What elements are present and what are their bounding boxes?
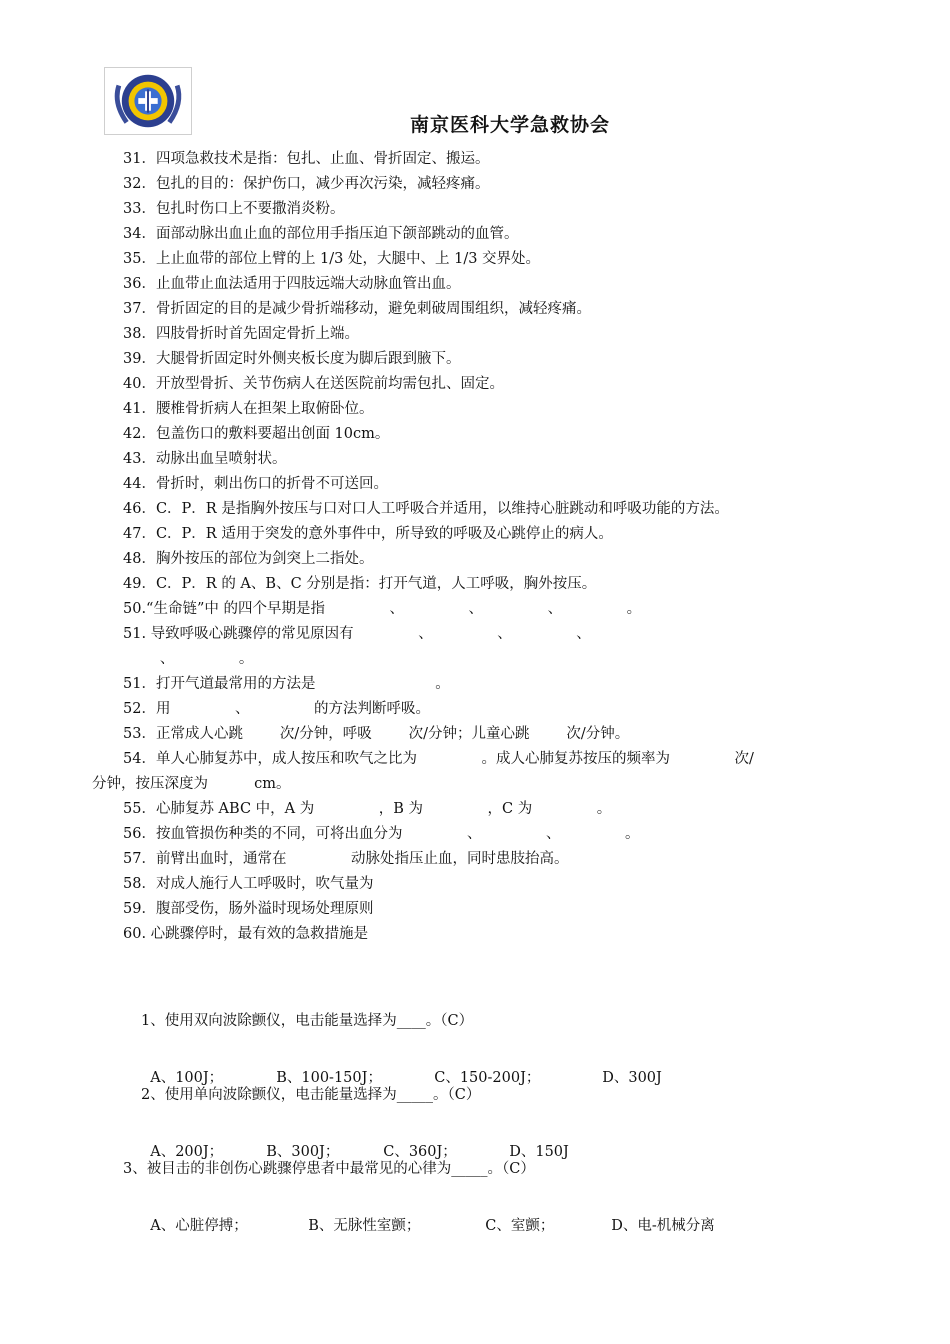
- item-50: 50.“生命链”中 的四个早期是指 、 、 、 。: [123, 601, 642, 617]
- item-32: 32．包扎的目的：保护伤口，减少再次污染，减轻疼痛。: [123, 176, 490, 192]
- item-57: 57．前臂出血时，通常在 动脉处指压止血，同时患肢抬高。: [123, 851, 569, 867]
- item-47: 47．C．P．R 适用于突发的意外事件中，所导致的呼吸及心跳停止的病人。: [123, 526, 613, 542]
- mcq-1-option-d: D、300J: [602, 1070, 662, 1086]
- item-34: 34．面部动脉出血止血的部位用手指压迫下颌部跳动的血管。: [123, 226, 519, 242]
- item-52: 52．用 、 的方法判断呼吸。: [123, 701, 431, 717]
- item-58: 58．对成人施行人工呼吸时，吹气量为: [123, 876, 374, 892]
- mcq-1-option-b: B、100-150J；: [276, 1070, 382, 1086]
- item-39: 39．大腿骨折固定时外侧夹板长度为脚后跟到腋下。: [123, 351, 461, 367]
- mcq-2-options: [141, 1122, 569, 1162]
- item-31: 31．四项急救技术是指：包扎、止血、骨折固定、搬运。: [123, 151, 490, 167]
- item-36: 36．止血带止血法适用于四肢远端大动脉血管出血。: [123, 276, 461, 292]
- mcq-3-option-d: D、电-机械分离: [611, 1218, 715, 1234]
- item-51a: 51. 导致呼吸心跳骤停的常见原因有 、 、 、: [123, 626, 591, 642]
- item-48: 48．胸外按压的部位为剑突上二指处。: [123, 551, 374, 567]
- mcq-3-option-c: C、室颤；: [485, 1218, 555, 1234]
- item-59: 59．腹部受伤，肠外溢时现场处理原则: [123, 901, 374, 917]
- mcq-3-option-b: B、无脉性室颤；: [308, 1218, 421, 1234]
- mcq-1-options: [141, 1048, 662, 1088]
- item-46: 46．C．P．R 是指胸外按压与口对口人工呼吸合并适用，以维持心脏跳动和呼吸功能的方法。: [123, 501, 729, 517]
- mcq-2-option-d: D、150J: [509, 1144, 569, 1160]
- mcq-1-option-a: A、100J；: [150, 1070, 224, 1086]
- item-35: 35．上止血带的部位上臂的上 1/3 处，大腿中、上 1/3 交界处。: [123, 251, 541, 267]
- item-54-cont: 分钟，按压深度为 cm。: [92, 776, 291, 792]
- item-43: 43．动脉出血呈喷射状。: [123, 451, 287, 467]
- mcq-2-question: 2、使用单向波除颤仪，电击能量选择为_____。（C）: [141, 1087, 481, 1103]
- item-51a-cont: 、 。: [123, 651, 254, 667]
- mcq-3-question: 3、被目击的非创伤心跳骤停患者中最常见的心律为_____。（C）: [123, 1161, 535, 1177]
- item-38: 38．四肢骨折时首先固定骨折上端。: [123, 326, 359, 342]
- item-56: 56．按血管损伤种类的不同，可将出血分为 、 、 。: [123, 826, 640, 842]
- item-40: 40．开放型骨折、关节伤病人在送医院前均需包扎、固定。: [123, 376, 504, 392]
- mcq-3-options: [141, 1196, 715, 1236]
- mcq-3-option-a: A、心脏停搏；: [150, 1218, 248, 1234]
- mcq-2-option-c: C、360J；: [383, 1144, 457, 1160]
- item-42: 42．包盖伤口的敷料要超出创面 10cm。: [123, 426, 390, 442]
- item-44: 44．骨折时，刺出伤口的折骨不可送回。: [123, 476, 388, 492]
- page-title: 南京医科大学急救协会: [409, 114, 610, 136]
- mcq-2-option-a: A、200J；: [150, 1144, 224, 1160]
- mcq-1-option-c: C、150-200J；: [434, 1070, 541, 1086]
- item-51b: 51．打开气道最常用的方法是 。: [123, 676, 450, 692]
- item-60: 60. 心跳骤停时，最有效的急救措施是: [123, 926, 369, 942]
- item-33: 33．包扎时伤口上不要撒消炎粉。: [123, 201, 345, 217]
- item-41: 41．腰椎骨折病人在担架上取俯卧位。: [123, 401, 374, 417]
- mcq-1-question: 1、使用双向波除颤仪，电击能量选择为____。（C）: [141, 1013, 474, 1029]
- item-54: 54．单人心肺复苏中，成人按压和吹气之比为 。成人心肺复苏按压的频率为 次/: [123, 751, 754, 767]
- mcq-2-option-b: B、300J；: [266, 1144, 340, 1160]
- item-37: 37．骨折固定的目的是减少骨折端移动，避免刺破周围组织，减轻疼痛。: [123, 301, 591, 317]
- item-49: 49．C．P．R 的 A、B、C 分别是指：打开气道，人工呼吸，胸外按压。: [123, 576, 597, 592]
- item-55: 55．心肺复苏 ABC 中，A 为 ，B 为 ，C 为 。: [123, 801, 612, 817]
- item-53: 53．正常成人心跳 次/分钟，呼吸 次/分钟；儿童心跳 次/分钟。: [123, 726, 630, 742]
